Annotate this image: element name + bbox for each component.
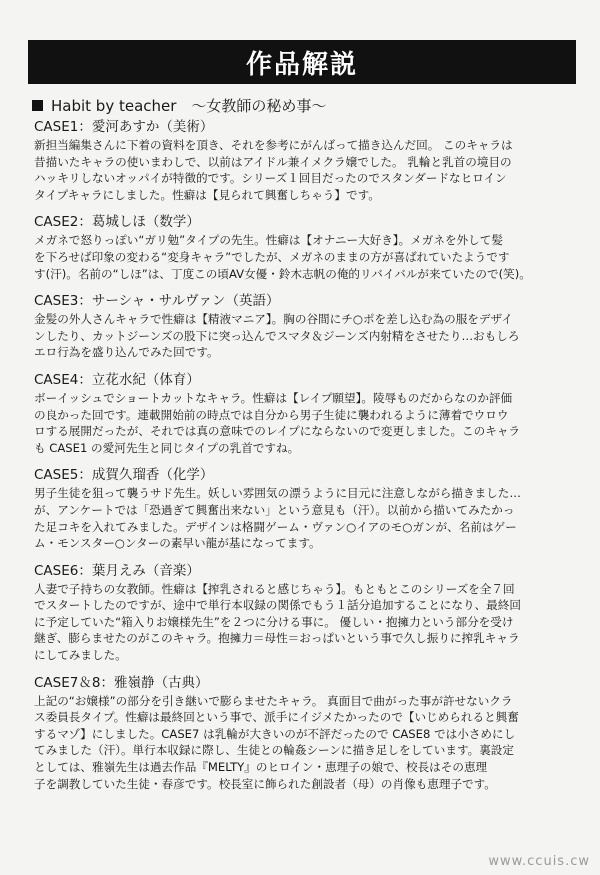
case-body-line: た足コキを入れてみました。デザインは格闘ゲーム・ヴァン○イアのモ○ガンが、名前はゲー (34, 519, 517, 534)
case-body-line: メガネで怒りっぽい“ガリ勉”タイプの先生。性癖は【オナニー大好き】。メガネを外して髪 (34, 233, 503, 248)
case-body-line: するマゾ】にしました。CASE7 は乳輪が大きいのが不評だったので CASE8 では小さめにし (34, 726, 516, 741)
case-section (34, 213, 582, 282)
case-body-line: タイプキャラにしました。性癖は【見られて興奮しちゃう】です。 (34, 187, 380, 202)
case-body-line: にしてみました。 (34, 648, 127, 663)
case-body-line: 昔描いたキャラの使いまわしで、以前はアイドル兼イメクラ嬢でした。 乳輪と乳首の境目の (34, 154, 512, 169)
case-heading: CASE2：葛城しほ（数学） (34, 214, 200, 231)
case-body-line: ス委員長タイプ。性癖は最終回という事で、派手にイジメたかったので【いじめられると興奮 (34, 710, 519, 725)
case-heading: CASE7＆8：雅嶺静（古典） (34, 674, 209, 691)
watermark: www.ccuis.cw (488, 854, 590, 869)
case-section (34, 466, 582, 551)
case-section (34, 118, 582, 203)
subtitle (32, 95, 326, 116)
page-title: 作品解説 (28, 40, 576, 84)
case-body-line: 男子生徒を狙って襲うサド先生。妖しい雰囲気の漂うように目元に注意しながら描きました… (34, 486, 521, 501)
subtitle-text: Habit by teacher ～女教師の秘め事～ (51, 97, 327, 115)
case-heading: CASE4：立花水紀（体育） (34, 371, 200, 388)
case-body-line: ボーイッシュでショートカットなキャラ。性癖は【レイプ願望】。陵辱ものだからなのか評価 (34, 390, 513, 405)
case-body-line: も CASE1 の愛河先生と同じタイプの乳首ですね。 (34, 440, 300, 455)
case-body-line: ム・モンスター○ンターの素早い龍が基になってます。 (34, 536, 321, 551)
case-body-line: 子を調教していた生徒・春彦です。校長室に飾られた創設者（母）の肖像も恵理子です。 (34, 776, 496, 791)
case-body-line: ロする展開だったが、それでは真の意味でのレイプにならないので変更しました。このキャラ (34, 424, 521, 439)
case-section (34, 292, 582, 361)
case-heading: CASE3：サーシャ・サルヴァン（英語） (34, 293, 280, 310)
case-body-line: 新担当編集さんに下着の資料を頂き、それを参考にがんばって描き込んだ回。 このキャラは (34, 138, 513, 152)
case-body-line: の良かった回です。連載開始前の時点では自分から男子生徒に襲われるように薄着でウロウ (34, 407, 509, 422)
case-section (34, 562, 582, 664)
content (34, 118, 582, 802)
case-body-line: 継ぎ、膨らませたのがこのキャラ。抱擁力＝母性＝おっぱいという事で久し振りに搾乳キャラ (34, 631, 520, 646)
case-section (34, 674, 582, 793)
case-body-line: ンしたり、カットジーンズの股下に突っ込んでスマタ＆ジーンズ内射精をさせたり…おもしろ (34, 328, 520, 343)
case-body-line: 人妻で子持ちの女教師。性癖は【搾乳されると感じちゃう】。もともとこのシリーズを全７回 (34, 581, 515, 596)
case-body-line: としては、雅嶺先生は過去作品『MELTY』のヒロイン・恵理子の娘で、校長はその恵理 (34, 760, 488, 775)
case-body-line: でスタートしたのですが、途中で単行本収録の関係でもう１話分追加することになり、最終回 (34, 598, 521, 613)
case-body-line: す(汗)。名前の“しほ”は、丁度この頃AV女優・鈴木志帆の俺的リバイバルが来ていたので(笑)。 (34, 266, 531, 281)
case-body-line: に予定していた“箱入りお嬢様先生”を２つに分ける事に。 優しい・抱擁力という部分を受け (34, 614, 514, 629)
case-section (34, 371, 582, 456)
case-body-line: が、アンケートでは「恐過ぎて興奮出来ない」という意見も（汗）。以前から描いてみたかっ (34, 502, 515, 517)
case-body-line: てみました（汗）。単行本収録に際し、生徒との輪姦シーンに描き足しをしています。裏設定 (34, 743, 514, 758)
case-body-line: ハッキリしないオッパイが特徴的です。シリーズ１回目だったのでスタンダードなヒロイン (34, 171, 507, 186)
case-heading: CASE6：葉月えみ（音楽） (34, 562, 200, 579)
case-body-line: 上記の“お嬢様”の部分を引き継いで膨らませたキャラ。 真面目で曲がった事が許せないクラ (34, 693, 513, 708)
case-body-line: エロ行為を盛り込んでみた回です。 (34, 345, 219, 360)
case-body-line: 金髪の外人さんキャラで性癖は【精液マニア】。胸の谷間にチ○ポを差し込む為の服をデザイ (34, 312, 513, 327)
case-body-line: を下ろせば印象の変わる“変身キャラ”でしたが、メガネのままの方が喜ばれていたようです (34, 249, 510, 264)
case-heading: CASE1：愛河あすか（美術） (34, 119, 214, 135)
square-bullet-icon (32, 100, 43, 111)
case-heading: CASE5：成賀久瑠香（化学） (34, 467, 214, 484)
